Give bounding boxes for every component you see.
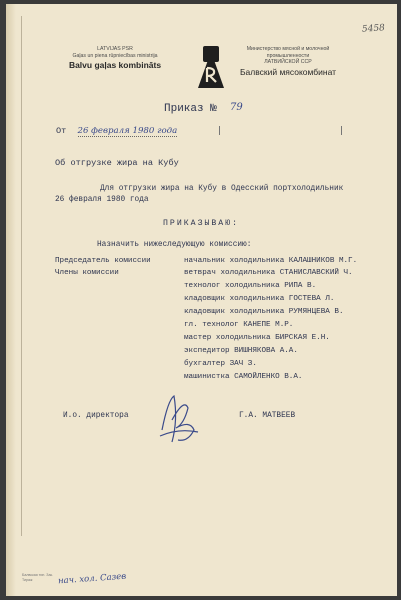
letterhead-latvian [50, 46, 180, 71]
commission-member: кладовщик холодильника ГОСТЕВА Л. [184, 295, 335, 303]
margin-rule [21, 16, 22, 536]
combine-logo-icon [194, 44, 228, 92]
commission-member: бухгалтер ЗАЧ З. [184, 360, 257, 368]
printer-imprint: Балвская тип. Зак. Тираж [22, 573, 54, 582]
date-prefix: От [56, 126, 67, 136]
letterhead-republic-ru: ЛАТВИЙСКОЙ ССР [264, 59, 312, 66]
signatory-title: И.о. директора [63, 412, 129, 420]
letterhead-org: Balvu gaļas kombināts [68, 60, 162, 71]
form-tick [341, 126, 342, 135]
letterhead-org-ru: Балвский мясокомбинат [239, 66, 337, 77]
letterhead-industry-ru: промышленности [266, 52, 310, 59]
order-date-line [56, 126, 177, 136]
commission-member: технолог холодильника РИПА В. [184, 282, 317, 290]
order-appoint: Назначить нижеследующую комиссию: [97, 241, 252, 249]
signatory-name: Г.А. МАТВЕЕВ [239, 412, 296, 420]
order-date: 26 февраля 1980 года [77, 126, 178, 136]
commission-member: гл. технолог КАНЕПЕ М.Р. [184, 321, 294, 329]
order-decree: ПРИКАЗЫВАЮ: [163, 219, 240, 228]
chair-label: Председатель комиссии [55, 257, 151, 265]
commission-member: кладовщик холодильника РУМЯНЦЕВА В. [184, 308, 344, 316]
archive-number: 5458 [361, 23, 386, 35]
letterhead-ministry-ru: Министерство мясной и молочной [246, 46, 330, 52]
commission-member: машинистка САМОЙЛЕНКО В.А. [184, 373, 303, 381]
order-subject: Об отгрузке жира на Кубу [55, 158, 179, 168]
order-number: 79 [230, 102, 243, 113]
members-label: Члены комиссии [55, 269, 119, 277]
handwritten-note: нач. хол. Сазев [57, 571, 127, 587]
handwritten-signature [154, 390, 202, 452]
commission-member: ветврач холодильника СТАНИСЛАВСКИЙ Ч. [184, 269, 353, 277]
letterhead-republic: LATVIJAS PSR [97, 46, 133, 52]
letterhead-ministry: Gaļas un piena rūpniecības ministrija [72, 52, 158, 59]
order-body-line-2: 26 февраля 1980 года [55, 196, 149, 204]
form-tick [219, 126, 220, 135]
commission-chair: начальник холодильника КАЛАШНИКОВ М.Г. [184, 257, 358, 265]
commission-member: экспедитор ВИШНЯКОВА А.А. [184, 347, 298, 355]
order-title: Приказ № [164, 103, 217, 115]
commission-member: мастер холодильника БИРСКАЯ Е.Н. [184, 334, 330, 342]
document-page [6, 4, 397, 596]
letterhead-russian [228, 46, 348, 78]
order-body-line-1: Для отгрузки жира на Кубу в Одесский портхолодильник [100, 185, 344, 193]
